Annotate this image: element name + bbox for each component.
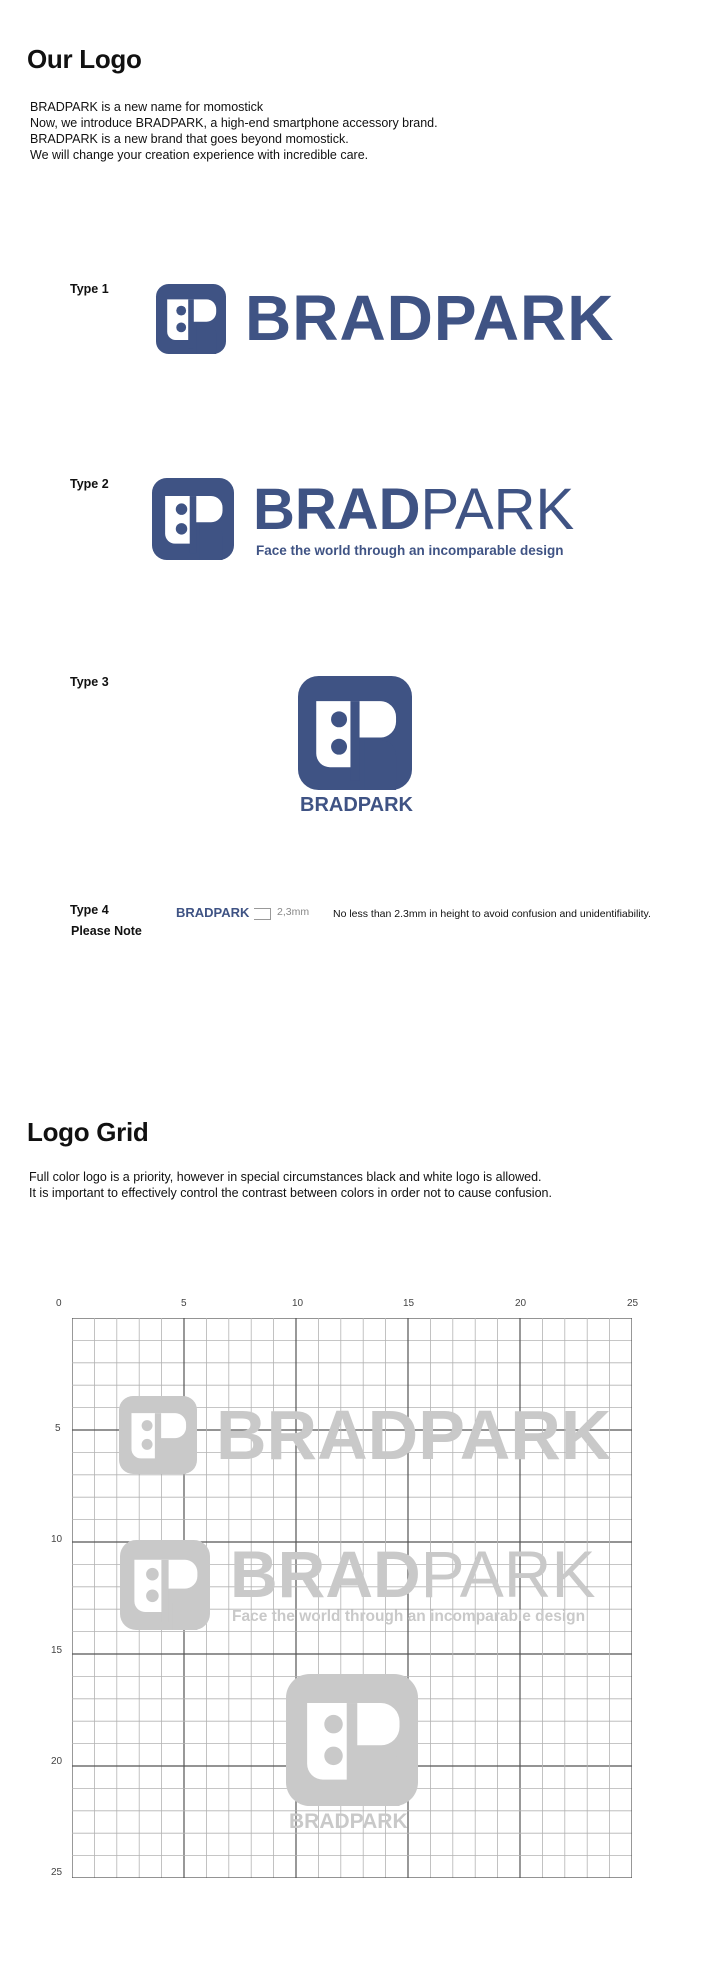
y-tick-label: 10 [51, 1534, 63, 1545]
bp-logo-mark-icon [293, 676, 417, 790]
y-tick-label: 20 [51, 1756, 63, 1767]
size-note: No less than 2.3mm in height to avoid confusion and unidentifiability. [333, 908, 651, 920]
type2-wordmark-bold: BRAD [253, 477, 421, 542]
bp-logo-mark-icon [154, 284, 228, 354]
description-line: It is important to effectively control the contrast between colors in order not to cause confusion. [29, 1186, 552, 1200]
type2-tagline: Face the world through an incomparable design [256, 543, 564, 558]
description-line: Full color logo is a priority, however in special circumstances black and white logo is allowed. [29, 1170, 542, 1184]
description-line: BRADPARK is a new brand that goes beyond momostick. [30, 132, 349, 146]
size-indicator-bracket [254, 908, 271, 920]
description-line: We will change your creation experience with incredible care. [30, 148, 369, 162]
type4-wordmark: BRADPARK [176, 905, 250, 920]
x-tick-label: 10 [292, 1298, 304, 1309]
x-tick-label: 20 [515, 1298, 527, 1309]
x-tick-label: 15 [403, 1298, 415, 1309]
type3-wordmark: BRADPARK [300, 794, 413, 816]
grid-type2-wordmark-light: PARK [420, 1537, 596, 1611]
bp-logo-mark-icon [150, 478, 236, 560]
grid-type2-wordmark [230, 1538, 596, 1610]
description-line: Now, we introduce BRADPARK, a high-end smartphone accessory brand. [30, 116, 438, 130]
x-tick-label: 0 [56, 1298, 62, 1309]
type3-label: Type 3 [70, 675, 109, 689]
grid-type3-wordmark: BRADPARK [289, 1810, 408, 1833]
our-logo-description [30, 99, 438, 163]
our-logo-title: Our Logo [27, 44, 142, 74]
bp-logo-mark-icon [117, 1540, 213, 1630]
type4-label: Type 4 [70, 903, 109, 917]
size-label: 2,3mm [277, 906, 310, 918]
type1-wordmark: BRADPARK [245, 282, 615, 354]
grid-type2-wordmark-bold: BRAD [230, 1537, 421, 1611]
bp-logo-mark-icon [117, 1396, 199, 1474]
please-note-label: Please Note [71, 924, 142, 938]
y-tick-label: 15 [51, 1645, 63, 1656]
type2-label: Type 2 [70, 477, 109, 491]
x-tick-label: 25 [627, 1298, 639, 1309]
y-tick-label: 5 [55, 1423, 61, 1434]
logo-grid-description [29, 1169, 552, 1201]
type1-label: Type 1 [70, 282, 109, 296]
x-tick-label: 5 [181, 1298, 187, 1309]
y-tick-label: 25 [51, 1867, 63, 1878]
grid-type1-wordmark: BRADPARK [216, 1396, 612, 1474]
bp-logo-mark-icon [282, 1674, 422, 1806]
type2-wordmark-light: PARK [420, 477, 575, 542]
description-line: BRADPARK is a new name for momostick [30, 100, 264, 114]
logo-grid-title: Logo Grid [27, 1117, 149, 1147]
type2-wordmark [253, 478, 574, 542]
grid-type2-tagline: Face the world through an incomparable design [232, 1608, 586, 1625]
